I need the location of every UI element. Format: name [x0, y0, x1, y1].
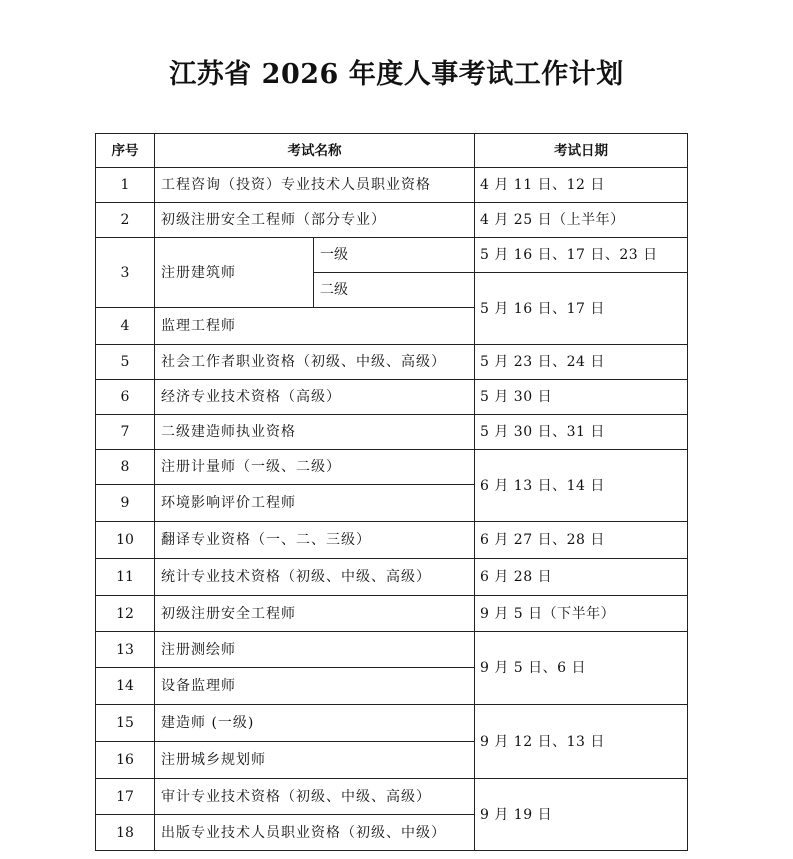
exam-date: 4 月 11 日、12 日 — [475, 168, 688, 203]
exam-name: 工程咨询（投资）专业技术人员职业资格 — [155, 168, 475, 203]
exam-date: 5 月 30 日 — [475, 380, 688, 415]
row-no: 2 — [96, 203, 155, 238]
table-row — [96, 450, 688, 485]
exam-name: 初级注册安全工程师 — [155, 596, 475, 632]
exam-date: 9 月 5 日、6 日 — [475, 632, 688, 705]
exam-date: 9 月 5 日（下半年） — [475, 596, 688, 632]
header-name: 考试名称 — [155, 134, 475, 168]
exam-sub-level-2: 二级 — [314, 273, 475, 308]
exam-date: 5 月 16 日、17 日、23 日 — [475, 238, 688, 273]
page-title: 江苏省 2026 年度人事考试工作计划 — [169, 59, 624, 90]
row-no: 12 — [96, 596, 155, 632]
exam-date: 5 月 30 日、31 日 — [475, 415, 688, 450]
exam-date: 9 月 19 日 — [475, 779, 688, 851]
exam-schedule-table — [95, 133, 688, 851]
exam-name: 建造师 (一级) — [155, 705, 475, 742]
table-row — [96, 345, 688, 380]
table-row — [96, 415, 688, 450]
table-row — [96, 203, 688, 238]
row-no: 13 — [96, 632, 155, 668]
table-row — [96, 705, 688, 742]
header-date: 考试日期 — [475, 134, 688, 168]
table-row — [96, 168, 688, 203]
row-no: 15 — [96, 705, 155, 742]
table-row — [96, 596, 688, 632]
table-header-row — [96, 134, 688, 168]
exam-name: 经济专业技术资格（高级） — [155, 380, 475, 415]
header-no: 序号 — [96, 134, 155, 168]
table-row — [96, 779, 688, 815]
exam-name: 初级注册安全工程师（部分专业） — [155, 203, 475, 238]
exam-name: 注册城乡规划师 — [155, 742, 475, 779]
table-row — [96, 522, 688, 559]
exam-name: 设备监理师 — [155, 668, 475, 705]
exam-date: 6 月 28 日 — [475, 559, 688, 596]
row-no: 16 — [96, 742, 155, 779]
row-no: 18 — [96, 815, 155, 851]
row-no: 9 — [96, 485, 155, 522]
exam-date: 6 月 27 日、28 日 — [475, 522, 688, 559]
exam-name: 翻译专业资格（一、二、三级） — [155, 522, 475, 559]
exam-date: 6 月 13 日、14 日 — [475, 450, 688, 522]
exam-date: 5 月 23 日、24 日 — [475, 345, 688, 380]
table-row — [96, 238, 688, 273]
exam-name: 环境影响评价工程师 — [155, 485, 475, 522]
row-no: 14 — [96, 668, 155, 705]
row-no: 17 — [96, 779, 155, 815]
exam-name: 二级建造师执业资格 — [155, 415, 475, 450]
exam-date: 9 月 12 日、13 日 — [475, 705, 688, 779]
row-no: 11 — [96, 559, 155, 596]
table-row — [96, 380, 688, 415]
row-no: 6 — [96, 380, 155, 415]
exam-name: 注册测绘师 — [155, 632, 475, 668]
exam-name: 注册建筑师 — [155, 238, 314, 308]
table-row — [96, 632, 688, 668]
row-no: 8 — [96, 450, 155, 485]
exam-name: 监理工程师 — [155, 308, 475, 345]
row-no: 4 — [96, 308, 155, 345]
exam-name: 审计专业技术资格（初级、中级、高级） — [155, 779, 475, 815]
row-no: 1 — [96, 168, 155, 203]
exam-name: 社会工作者职业资格（初级、中级、高级） — [155, 345, 475, 380]
row-no: 5 — [96, 345, 155, 380]
exam-date: 5 月 16 日、17 日 — [475, 273, 688, 345]
exam-name: 统计专业技术资格（初级、中级、高级） — [155, 559, 475, 596]
row-no: 7 — [96, 415, 155, 450]
exam-name: 注册计量师（一级、二级） — [155, 450, 475, 485]
table-row — [96, 559, 688, 596]
exam-name: 出版专业技术人员职业资格（初级、中级） — [155, 815, 475, 851]
row-no: 10 — [96, 522, 155, 559]
row-no: 3 — [96, 238, 155, 308]
exam-sub-level-1: 一级 — [314, 238, 475, 273]
exam-date: 4 月 25 日（上半年） — [475, 203, 688, 238]
